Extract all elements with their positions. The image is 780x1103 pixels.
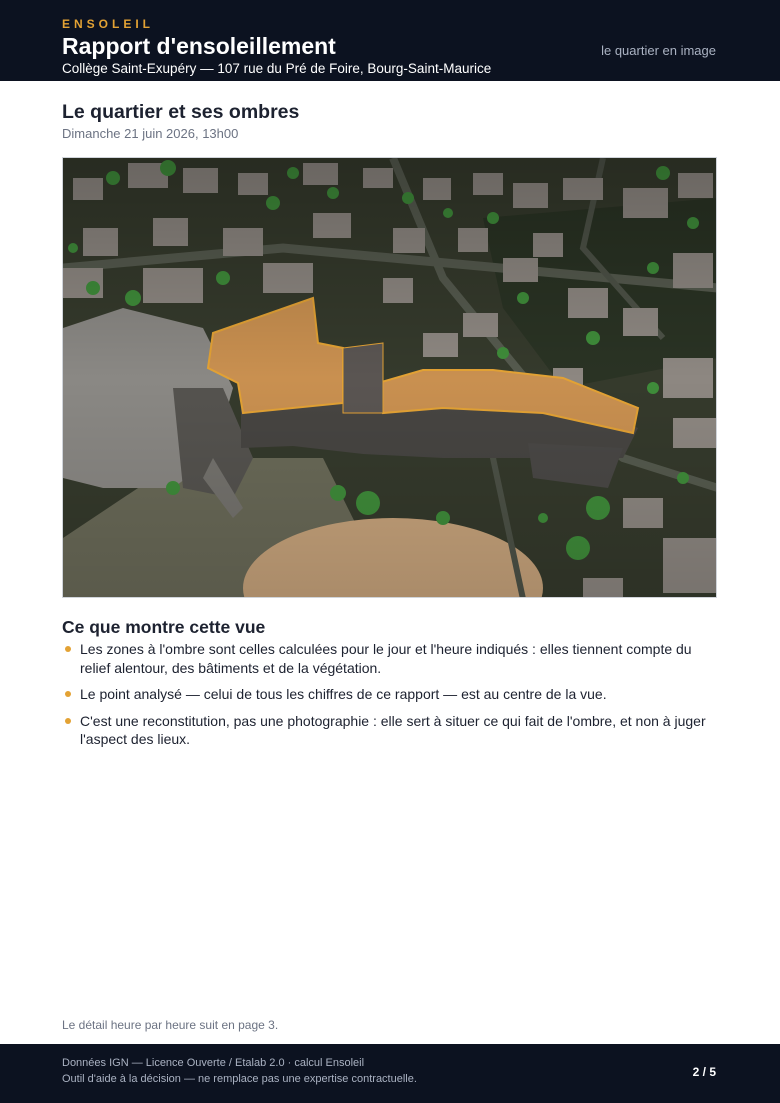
bullet-icon (65, 718, 71, 724)
page-number: 2 / 5 (692, 1065, 716, 1079)
explanation-text: Les zones à l'ombre sont celles calculées pour le jour et l'heure indiqués : elles tiennent compte du relief alentour, des bâtiments et de la végétation. (80, 641, 692, 676)
explanation-item (62, 640, 722, 677)
section-title: Le quartier et ses ombres (62, 101, 300, 123)
next-page-note: Le détail heure par heure suit en page 3. (62, 1018, 279, 1032)
data-source-credit: Données IGN — Licence Ouverte / Etalab 2.0 · calcul Ensoleil (62, 1057, 365, 1069)
explanation-item (62, 712, 722, 749)
bullet-icon (65, 691, 71, 697)
explanation-list (62, 640, 722, 757)
explanation-text: C'est une reconstitution, pas une photographie : elle sert à situer ce qui fait de l'ombre, et non à juger l'aspect des lieux. (80, 712, 706, 747)
explanation-title: Ce que montre cette vue (62, 617, 266, 637)
neighborhood-3d-view (62, 157, 717, 598)
report-address: Collège Saint-Exupéry — 107 rue du Pré de Foire, Bourg-Saint-Maurice (62, 61, 492, 76)
section-date: Dimanche 21 juin 2026, 13h00 (62, 126, 239, 141)
shadow-scene-image (63, 158, 717, 598)
explanation-item (62, 685, 722, 704)
image-shading (63, 158, 717, 598)
section-tag: le quartier en image (601, 43, 716, 58)
report-title: Rapport d'ensoleillement (62, 33, 336, 59)
brand-name: ENSOLEIL (62, 17, 155, 31)
report-header (0, 0, 780, 81)
report-footer (0, 1044, 780, 1103)
bullet-icon (65, 646, 71, 652)
explanation-text: Le point analysé — celui de tous les chiffres de ce rapport — est au centre de la vue. (80, 686, 607, 702)
disclaimer: Outil d'aide à la décision — ne remplace pas une expertise contractuelle. (62, 1073, 417, 1085)
